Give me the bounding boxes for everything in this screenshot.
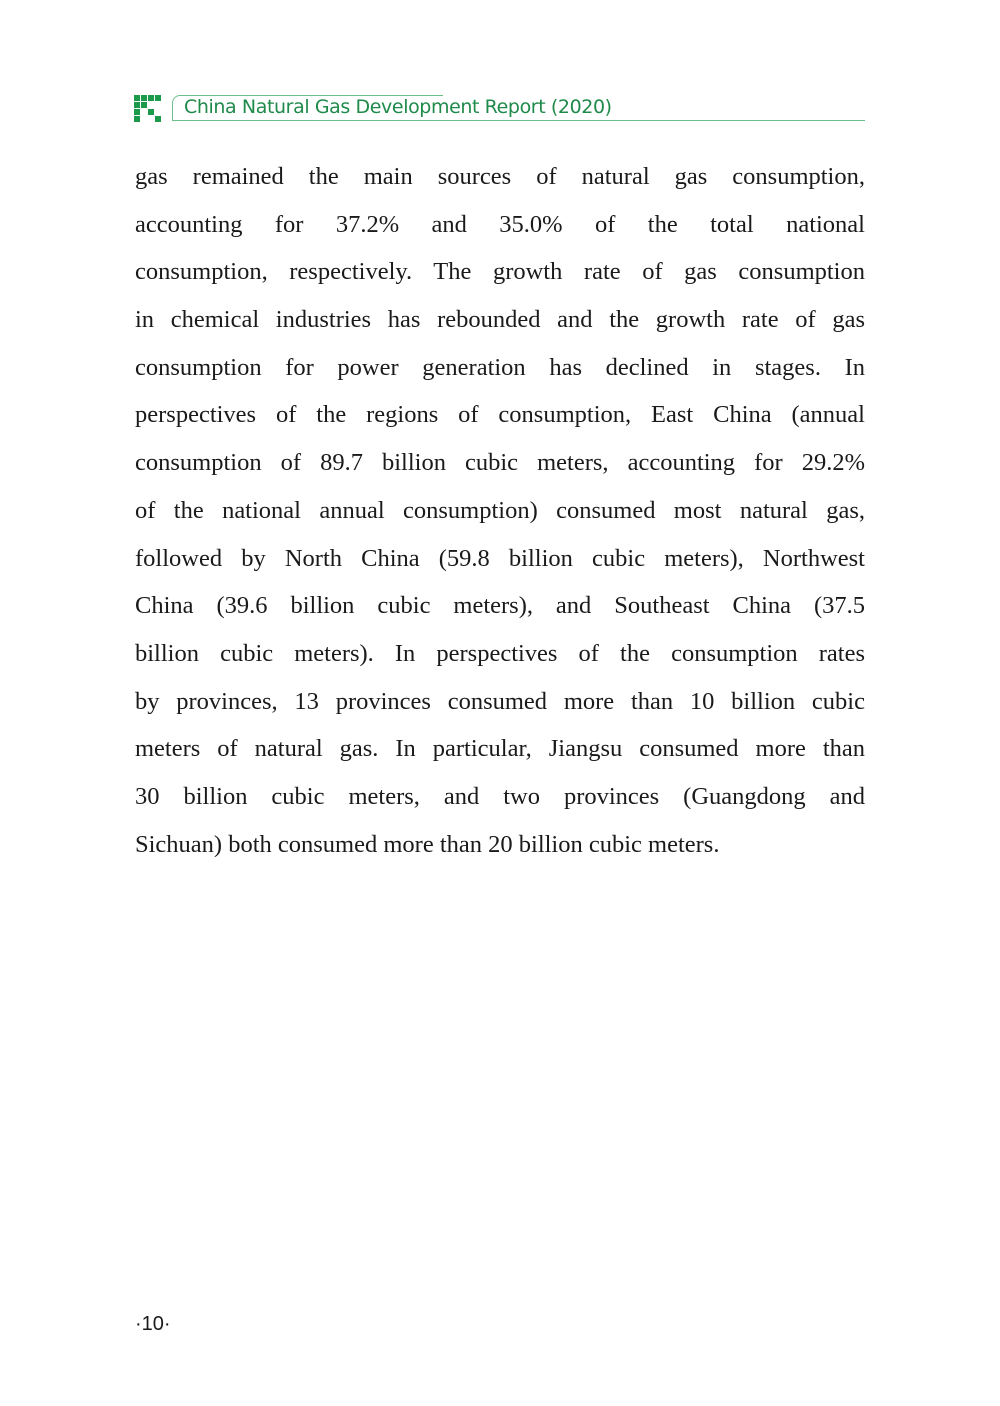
body-paragraph — [135, 158, 865, 873]
text-line: followed by North China (59.8 billion cubic meters), Northwest — [135, 544, 865, 572]
text-line: billion cubic meters). In perspectives of the consumption rates — [135, 639, 865, 667]
text-line: consumption, respectively. The growth rate of gas consumption — [135, 258, 865, 286]
text-line: gas remained the main sources of natural gas consumption, — [135, 163, 865, 190]
text-line: consumption for power generation has declined in stages. In — [135, 353, 865, 381]
text-line: in chemical industries has rebounded and the growth rate of gas — [135, 306, 865, 334]
text-line: accounting for 37.2% and 35.0% of the total national — [135, 210, 865, 238]
running-header — [134, 92, 865, 124]
report-logo-icon — [134, 95, 164, 123]
text-line: consumption of 89.7 billion cubic meters, accounting for 29.2% — [135, 449, 865, 477]
text-line: of the national annual consumption) consumed most natural gas, — [135, 496, 865, 524]
text-line: by provinces, 13 provinces consumed more than 10 billion cubic — [135, 687, 865, 715]
header-rule — [172, 120, 865, 121]
page-number: ·10· — [135, 1313, 171, 1335]
text-line: perspectives of the regions of consumption, East China (annual — [135, 401, 865, 429]
report-title: China Natural Gas Development Report (2020) — [184, 96, 612, 118]
text-line: Sichuan) both consumed more than 20 billion cubic meters. — [135, 830, 720, 858]
text-line: China (39.6 billion cubic meters), and Southeast China (37.5 — [135, 592, 865, 620]
text-line: 30 billion cubic meters, and two provinces (Guangdong and — [135, 782, 865, 810]
text-line: meters of natural gas. In particular, Jiangsu consumed more than — [135, 735, 865, 763]
